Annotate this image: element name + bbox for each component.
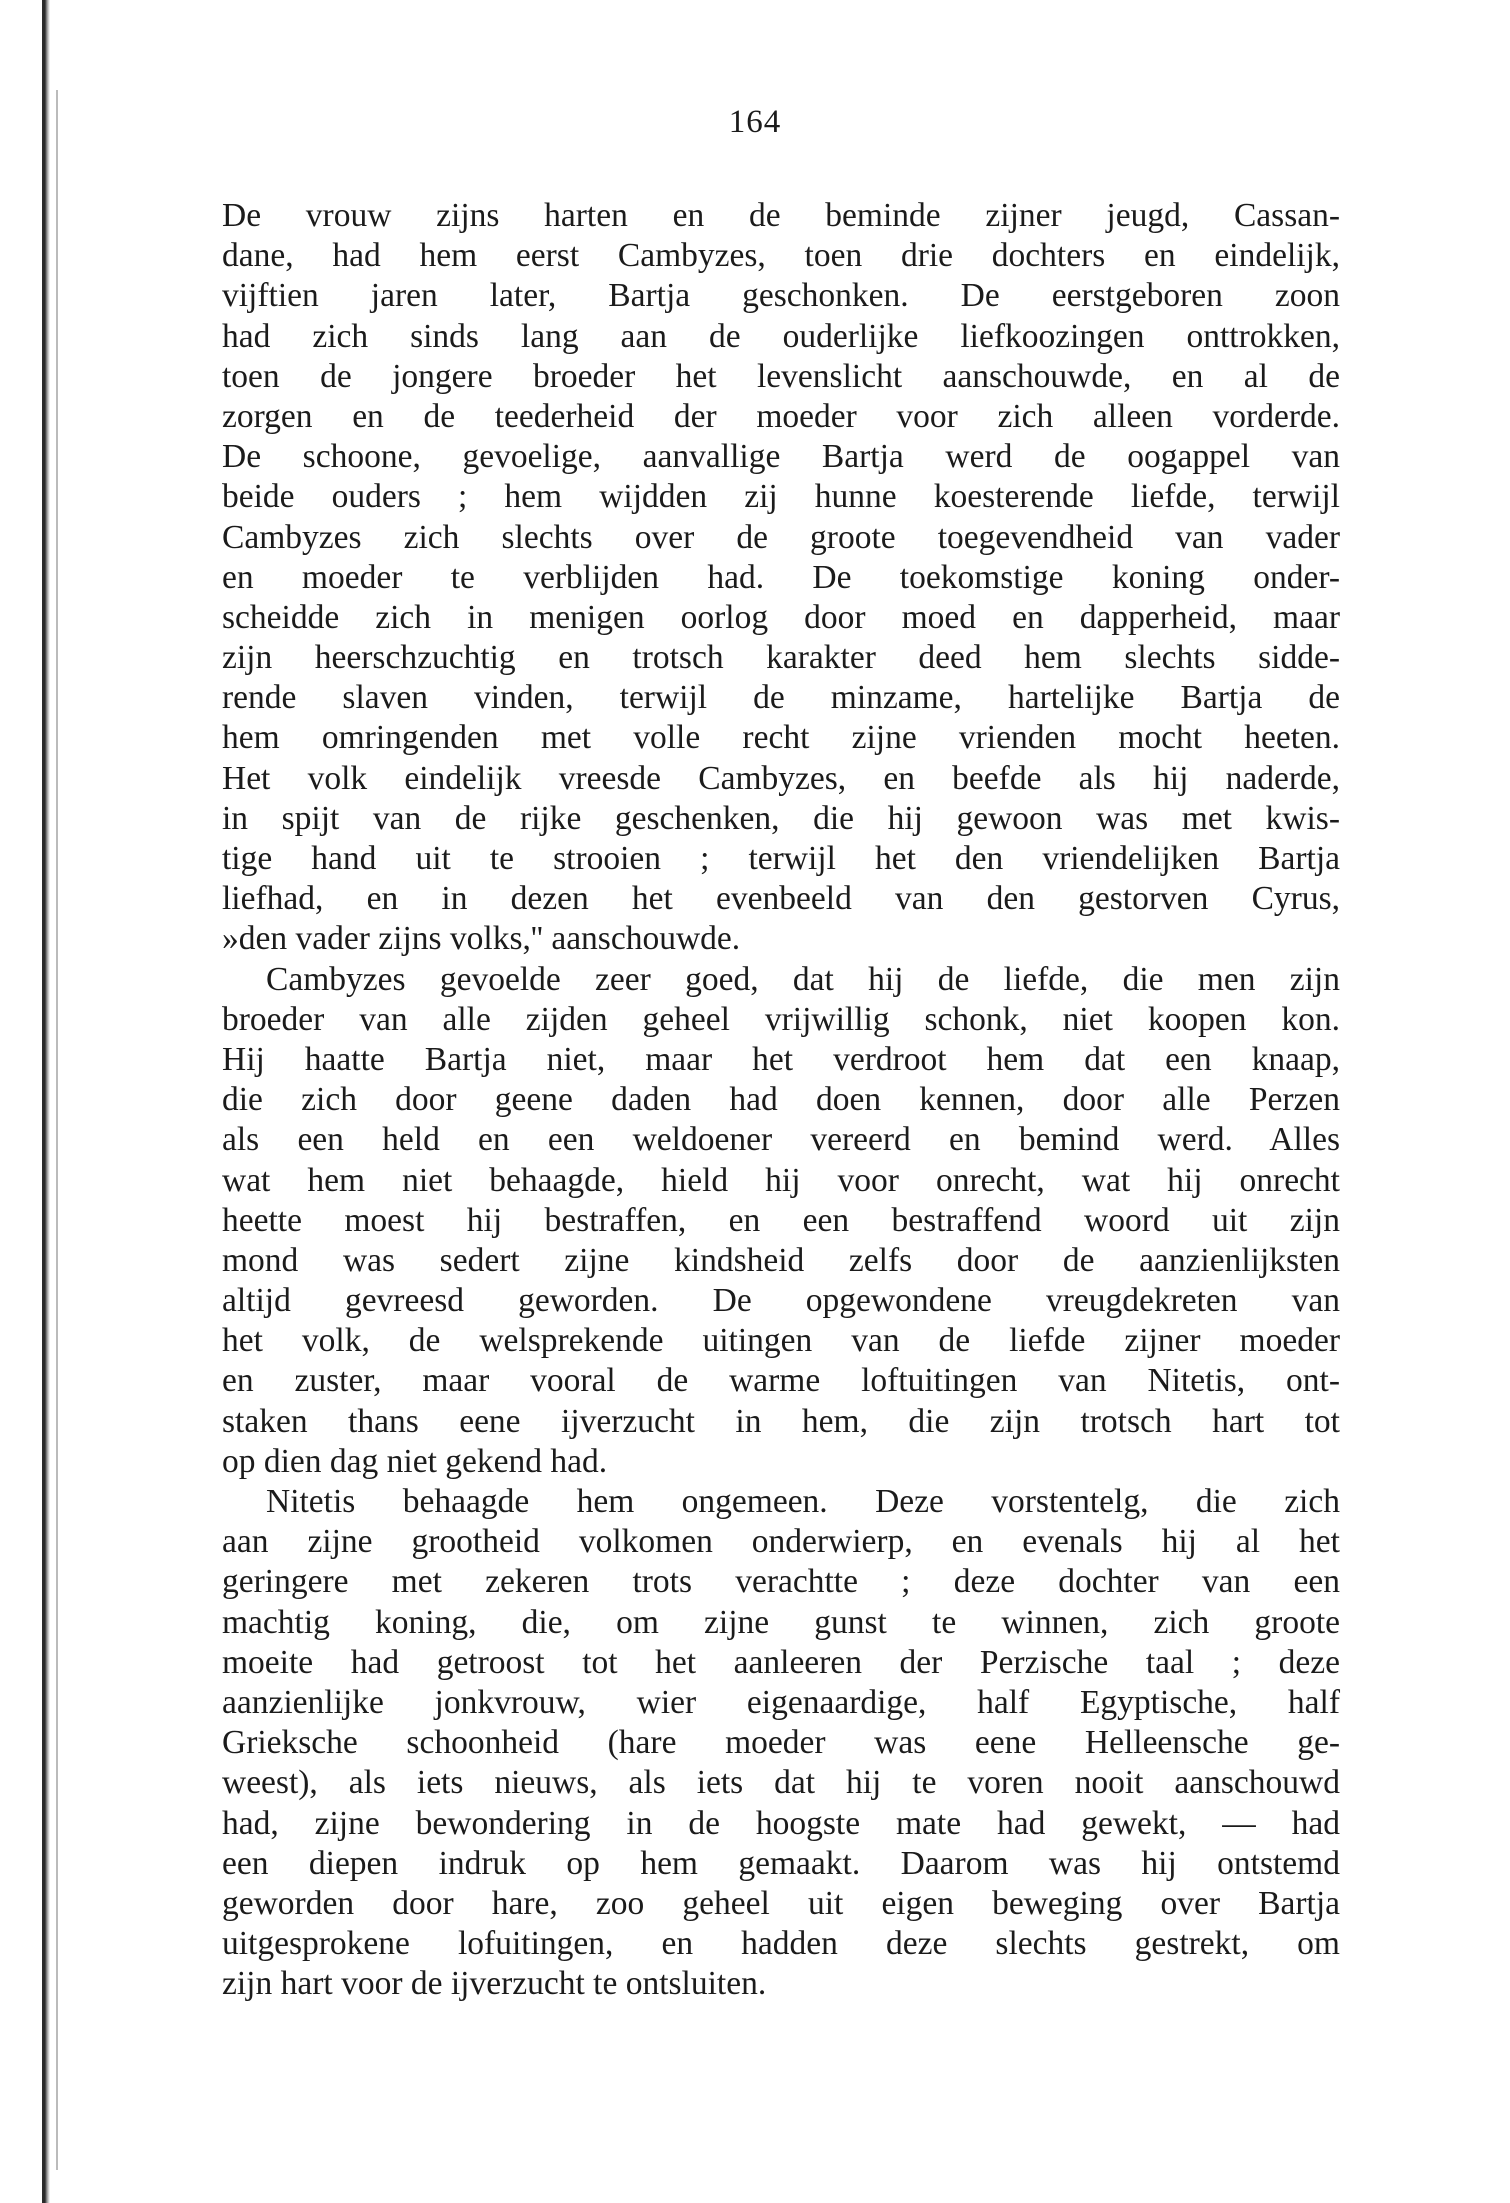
text-line: en moeder te verblijden had. De toekomstige koning onder- <box>222 558 1340 596</box>
text-line: geringere met zekeren trots verachtte ; deze dochter van een <box>222 1563 1340 1601</box>
text-line: als een held en een weldoener vereerd en bemind werd. Alles <box>222 1121 1340 1159</box>
text-line: en zuster, maar vooral de warme loftuitingen van Nitetis, ont- <box>222 1362 1340 1400</box>
paragraph-1 <box>222 196 1340 960</box>
text-line: vijftien jaren later, Bartja geschonken. De eerstgeboren zoon <box>222 277 1340 315</box>
text-line: broeder van alle zijden geheel vrijwillig schonk, niet koopen kon. <box>222 1000 1340 1038</box>
text-line: Het volk eindelijk vreesde Cambyzes, en beefde als hij naderde, <box>222 759 1340 797</box>
text-line: liefhad, en in dezen het evenbeeld van den gestorven Cyrus, <box>222 880 1340 918</box>
text-line: zorgen en de teederheid der moeder voor zich alleen vorderde. <box>222 397 1340 435</box>
text-line: tige hand uit te strooien ; terwijl het den vriendelijken Bartja <box>222 840 1340 877</box>
paragraph-3 <box>222 1482 1340 2004</box>
body-text <box>222 196 1340 2004</box>
text-line: zijn hart voor de ijverzucht te ontsluiten. <box>222 1965 767 2003</box>
scan-binding-edge <box>42 0 50 2203</box>
text-line: uitgesprokene lofuitingen, en hadden deze slechts gestrekt, om <box>222 1925 1340 1963</box>
text-line: toen de jongere broeder het levenslicht aanschouwde, en al de <box>222 357 1340 395</box>
text-line: een diepen indruk op hem gemaakt. Daarom was hij ontstemd <box>222 1844 1340 1882</box>
text-line: altijd gevreesd geworden. De opgewondene vreugdekreten van <box>222 1282 1340 1320</box>
text-line: geworden door hare, zoo geheel uit eigen beweging over Bartja <box>222 1884 1340 1922</box>
text-line: hem omringenden met volle recht zijne vrienden mocht heeten. <box>222 719 1340 757</box>
text-line: mond was sedert zijne kindsheid zelfs door de aanzienlijksten <box>222 1241 1340 1279</box>
text-line: Grieksche schoonheid (hare moeder was eene Helleensche ge- <box>222 1724 1340 1762</box>
text-line: beide ouders ; hem wijdden zij hunne koesterende liefde, terwijl <box>222 478 1340 516</box>
text-line: »den vader zijns volks,'' aanschouwde. <box>222 920 741 958</box>
page-number: 164 <box>728 104 782 140</box>
text-line: heette moest hij bestraffen, en een bestraffend woord uit zijn <box>222 1201 1340 1239</box>
text-line: het volk, de welsprekende uitingen van de liefde zijner moeder <box>222 1322 1340 1360</box>
text-line: De schoone, gevoelige, aanvallige Bartja werd de oogappel van <box>222 438 1340 476</box>
text-line: moeite had getroost tot het aanleeren der Perzische taal ; deze <box>222 1643 1340 1681</box>
text-line: Cambyzes gevoelde zeer goed, dat hij de liefde, die men zijn <box>266 960 1340 998</box>
text-line: staken thans eene ijverzucht in hem, die zijn trotsch hart tot <box>222 1402 1340 1440</box>
text-line: De vrouw zijns harten en de beminde zijner jeugd, Cassan- <box>222 197 1340 234</box>
text-line: Hij haatte Bartja niet, maar het verdroot hem dat een knaap, <box>222 1040 1340 1078</box>
text-line: machtig koning, die, om zijne gunst te winnen, zich groote <box>222 1603 1340 1641</box>
text-line: rende slaven vinden, terwijl de minzame, hartelijke Bartja de <box>222 679 1340 717</box>
text-line: had zich sinds lang aan de ouderlijke liefkoozingen onttrokken, <box>222 317 1340 355</box>
text-line: dane, had hem eerst Cambyzes, toen drie dochters en eindelijk, <box>222 237 1340 275</box>
text-line: op dien dag niet gekend had. <box>222 1442 608 1480</box>
text-line: weest), als iets nieuws, als iets dat hij te voren nooit aanschouwd <box>222 1764 1340 1802</box>
text-line: aan zijne grootheid volkomen onderwierp, en evenals hij al het <box>222 1523 1340 1561</box>
text-line: wat hem niet behaagde, hield hij voor onrecht, wat hij onrecht <box>222 1161 1340 1199</box>
scan-shadow-line <box>56 90 58 2170</box>
paragraph-2 <box>222 960 1340 1482</box>
text-line: Cambyzes zich slechts over de groote toegevendheid van vader <box>222 518 1340 556</box>
text-line: zijn heerschzuchtig en trotsch karakter deed hem slechts sidde- <box>222 639 1340 677</box>
text-line: aanzienlijke jonkvrouw, wier eigenaardige, half Egyptische, half <box>222 1683 1340 1721</box>
text-line: Nitetis behaagde hem ongemeen. Deze vorstentelg, die zich <box>266 1483 1340 1520</box>
text-line: in spijt van de rijke geschenken, die hij gewoon was met kwis- <box>222 799 1340 837</box>
text-line: had, zijne bewondering in de hoogste mate had gewekt, — had <box>222 1804 1340 1842</box>
text-line: die zich door geene daden had doen kennen, door alle Perzen <box>222 1081 1340 1119</box>
text-line: scheidde zich in menigen oorlog door moed en dapperheid, maar <box>222 598 1340 636</box>
